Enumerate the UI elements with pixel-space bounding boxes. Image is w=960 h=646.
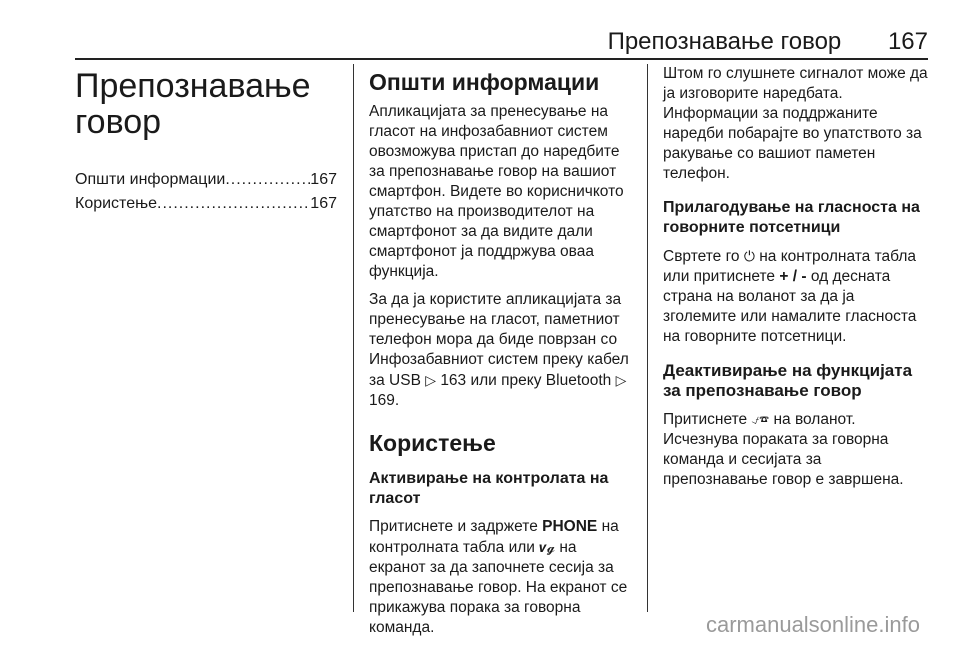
- page-header: [0, 28, 928, 58]
- text: на воланот. Исчезнува пораката за говорна команда и сесијата за препознавање говор е завршена.: [663, 411, 904, 488]
- hang-up-icon: ⍻☎: [751, 411, 770, 427]
- content-column: [369, 64, 631, 646]
- text: на контролната табла или притиснете: [663, 248, 916, 285]
- reference-arrow-icon: ▷: [615, 372, 627, 388]
- paragraph: [369, 290, 631, 411]
- column-divider: [647, 64, 648, 612]
- toc-page: 167: [310, 195, 337, 212]
- toc-entry[interactable]: [75, 192, 337, 216]
- paragraph: [663, 409, 928, 490]
- text: на екранот за да започнете сесија за препознавање говор. На екранот се прикажува порака за говорна команда.: [369, 539, 628, 636]
- watermark: carmanualsonline.info: [705, 612, 920, 637]
- section-heading: Користење: [369, 430, 496, 456]
- toc-leader: [225, 168, 310, 192]
- running-head: Препознавање говор: [607, 28, 842, 55]
- paragraph: Апликацијата за пренесување на гласот на инфозабавниот систем овозможува пристап до наредбите за препознавање говор на вашиот смартфон. Видете во корисничкото упатство на производителот на смартфонот за да видите дали смартфонот ја поддржува оваа функција.: [369, 103, 624, 280]
- text: За да ја користите апликацијата за пренесување на гласот, паметниот телефон мора да биде поврзан со Инфозабавниот систем преку кабел за USB: [369, 291, 629, 389]
- paragraph: [663, 246, 928, 347]
- subsection-heading: Активирање на контролата на гласот: [369, 470, 609, 507]
- volume-key: + / -: [779, 268, 807, 285]
- toc-page: 167: [310, 171, 337, 188]
- paragraph: Штом го слушнете сигналот може да ја изговорите наредбата. Информации за поддржаните наредби побарајте во упатството за ракување со вашиот паметен телефон.: [663, 65, 928, 182]
- text: Свртете го: [663, 248, 740, 265]
- toc-column: [75, 64, 337, 216]
- subsection-heading: Прилагодување на гласноста на говорните потсетници: [663, 199, 920, 236]
- voice-icon: 𝒗𝓰: [539, 539, 556, 555]
- subsection-heading: Деактивирање на функцијата за препознавање говор: [663, 361, 913, 400]
- header-rule: [75, 58, 928, 60]
- column-divider: [353, 64, 354, 612]
- text: 169.: [369, 392, 400, 409]
- toc-entry[interactable]: [75, 168, 337, 192]
- section-heading: Општи информации: [369, 69, 600, 95]
- text: 163 или преку Bluetooth: [440, 372, 612, 389]
- toc-label: Општи информации: [75, 171, 226, 188]
- paragraph: [369, 517, 631, 638]
- page-number: 167: [887, 28, 928, 55]
- toc-leader: [157, 192, 310, 216]
- toc-label: Користење: [75, 195, 157, 212]
- text: на контролната табла или: [369, 518, 619, 556]
- text: од десната страна на воланот за да ја зголемите или намалите гласноста на говорните потсетници.: [663, 268, 917, 345]
- chapter-title: Препознавање говор: [75, 67, 311, 141]
- reference-arrow-icon: ▷: [425, 372, 436, 388]
- text: Притиснете: [663, 411, 748, 428]
- text: Притиснете и задржете: [369, 518, 538, 535]
- content-column: [663, 64, 928, 498]
- phone-key: PHONE: [542, 518, 598, 535]
- power-knob-icon: ⏻: [743, 248, 755, 264]
